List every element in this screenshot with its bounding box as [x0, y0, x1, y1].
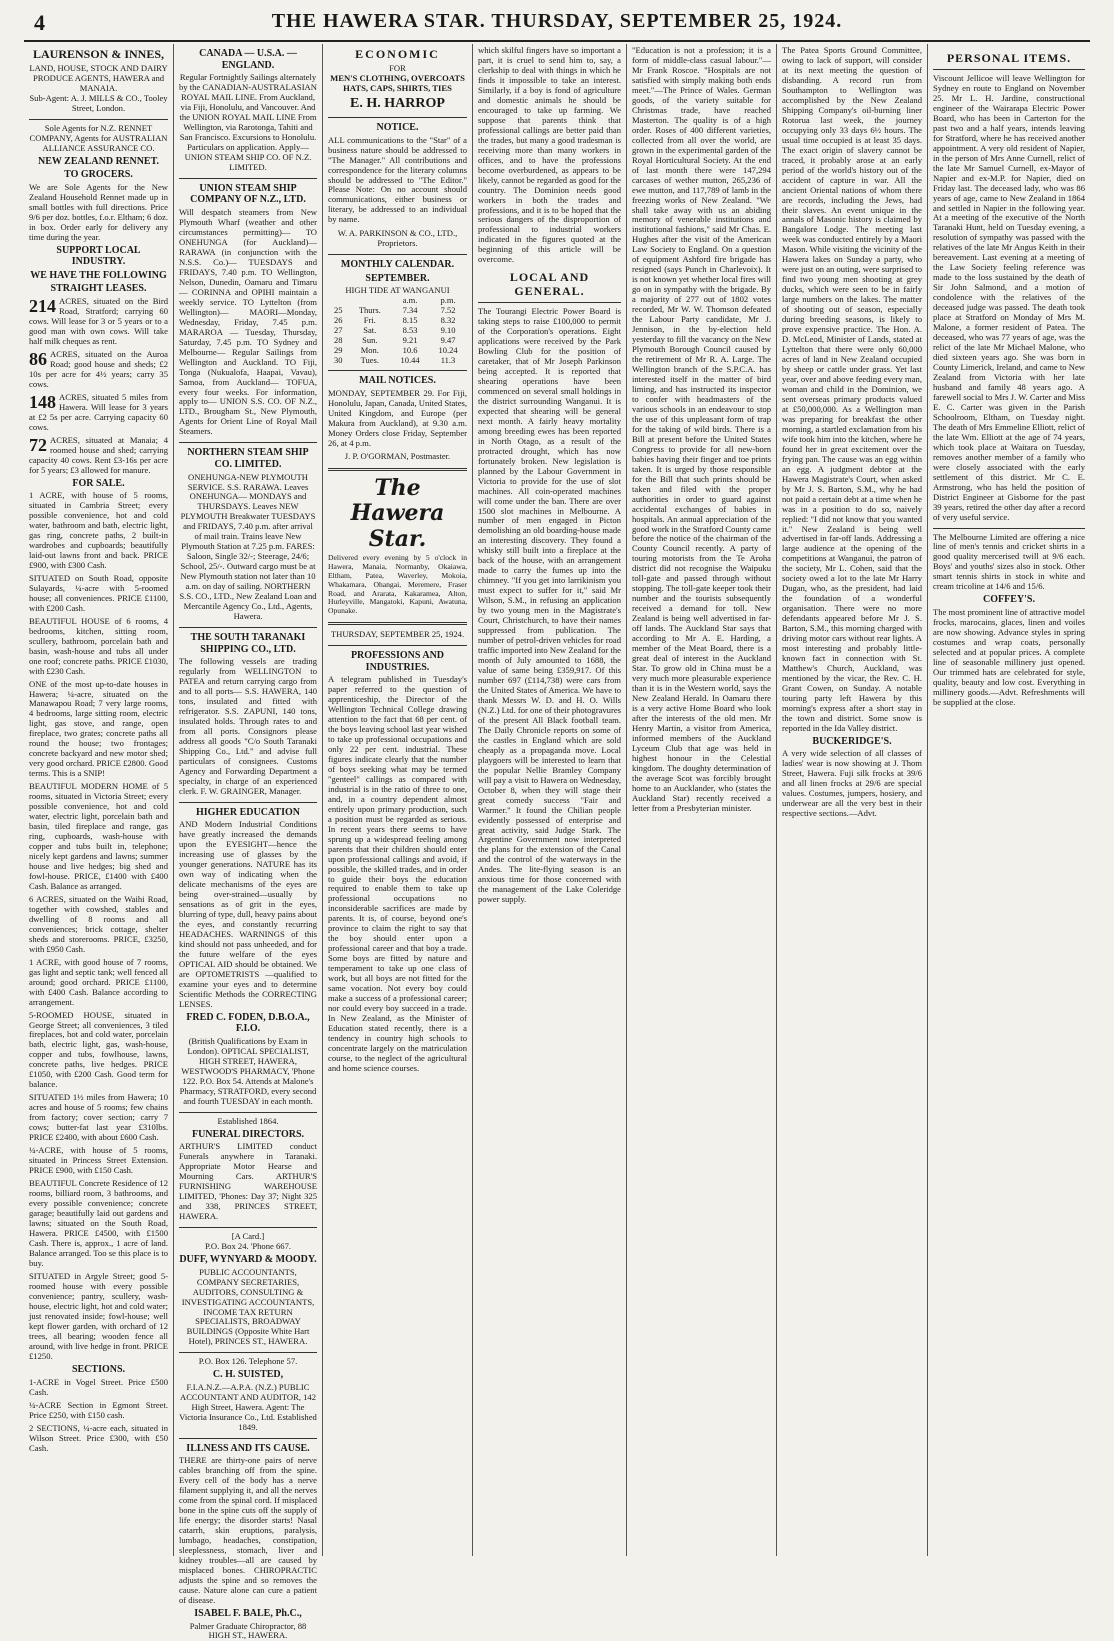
firm-name: LAURENSON & INNES,: [29, 48, 168, 62]
northern-steam-text: ONEHUNGA-NEW PLYMOUTH SERVICE. S.S. RARAWA. Leaves ONEHUNGA— MONDAYS and THURSDAYS. Leaves NEW PLYMOUTH Breakwater TUESDAYS and FRIDAYS, 7.40 p.m. after arrival of mail train. Trains leave New Plymouth Station at 7.25 p.m. FARES: Saloon, Single 32/-; Steerage, 24/6; School, 25/-. Outward cargo must be at New Plymouth station not later than 10 a.m. on day of sailing. NORTHERN S.S. CO., LTD., New Zealand Loan and Mercantile Agency Co., Ltd., Agents, Hawera.: [179, 473, 317, 623]
article-continuation: which skilful fingers have so important a part, it is cruel to send him to, say, a clerkship to deal with things in which he finds it impossible to take an interest. Similarly, if a boy is fond of agriculture and domestic animals he should be encouraged to take up farming. We suppose that parents think that professional callings are better paid than the trades, but many a good tradesman is receiving more than many workers in offices, and to have the professions become overburdened, as appears to be likely, cannot be regarded as good for the country. The Dominion needs good workers in both the trades and professions, and it is to be hoped that the serious dangers of the disproportion of professional to industrial workers indicated in the figures quoted at the beginning of this article will be overcome.: [478, 46, 621, 265]
suisted-text: F.I.A.N.Z.—A.P.A. (N.Z.) PUBLIC ACCOUNTANT AND AUDITOR, 142 High Street, Hawera. Agent: The Victoria Insurance Co., Ltd. Established 1849.: [179, 1383, 317, 1433]
suisted-heading: C. H. SUISTED,: [179, 1369, 317, 1381]
established: Established 1864.: [179, 1117, 317, 1127]
tide-cell: Sat.: [349, 326, 392, 336]
tide-cell: 8.15: [391, 316, 429, 326]
sale-listing: BEAUTIFUL Concrete Residence of 12 rooms, billiard room, 3 bathrooms, and every possible convenience; concrete garage; beautifully laid out gardens and lawns; situated on the South Road, Hawera. PRICE £4500, with £1500 Cash. There is, approx., 1 acre of land. Balance arranged. Too se this place is to buy.: [29, 1179, 168, 1269]
tide-cell: 10.6: [391, 346, 429, 356]
south-taranaki-heading: THE SOUTH TARANAKI SHIPPING CO., LTD.: [179, 632, 317, 655]
notice-text: ALL communications to the "Star" of a business nature should be addressed to "The Manager." All contributions and correspondence for the literary columns should be addressed to "The Editor." Please Note: On no account should communications, either business or literary, be addressed to an individual by name.: [328, 136, 467, 226]
tide-row: [328, 356, 467, 366]
lease-text: ACRES, situated at Manaia; 4 roomed house and shed; carrying capacity 40 cows. Rent £3-16s per acre for 5 years; £3 allowed for manure.: [29, 435, 168, 475]
lease-acres: 214: [29, 297, 56, 315]
union-steam-text: Will despatch steamers from New Plymouth Wharf (weather and other circumstances permitting)— TO ONEHUNGA (for Auckland)— RARAWA (in conjunction with the N.S.S. Co.)— TUESDAYS and FRIDAYS, 7.40 p.m. TO Wellington, Nelson, Dunedin, Oamaru and Timaru— CORINNA and OPIHI maintain a weekly service. TO Lyttelton (from Wellington)— MAORI—Monday, Wednesday, Friday, 7.45 p.m. MARAROA — Tuesday, Thursday, Saturday, 7.45 p.m. TO Sydney and Melbourne— Regular Sailings from Wellington and Auckland. TO Fiji, Tonga (Nukualofa, Haapai, Vavau), Samoa, from Auckland— TOFUA, every four weeks. For information, apply to— UNION S.S. CO. OF N.Z., LTD., Brougham St., New Plymouth, Agents for Orient Line of Royal Mail Steamers.: [179, 208, 317, 437]
tide-cell: 26: [328, 316, 349, 326]
tide-cell: 30: [328, 356, 349, 366]
leases-heading: STRAIGHT LEASES.: [29, 283, 168, 295]
tide-cell: 10.44: [391, 356, 429, 366]
sale-listing: SITUATED in Argyle Street; good 5-roomed house with every possible convenience; pantry, scullery, wash-house, electric light, hot and cold water; just renovated inside; fowl-house; well kept flower garden, with orchard of 12 trees, all bearing; wooden fence all around, with live hedge in front. PRICE £1250.: [29, 1272, 168, 1362]
tide-cell: 10.24: [429, 346, 467, 356]
lease-acres: 148: [29, 393, 56, 411]
section-listing: 2 SECTIONS, ¼-acre each, situated in Wilson Street. Price £300, with £50 Cash.: [29, 1424, 168, 1454]
news-items: The Patea Sports Ground Committee, owing to lack of support, will consider at its next meeting the question of disbanding. A record run from Southampton to Wellington was accomplished by the New Zealand Shipping Company's oil-burning liner Rotorua last week, the journey occupying only 33 days 6½ hours. The usual time occupied is at least 35 days. The exact origin of slavery cannot be traced, it probably arose at an early period of the world's history out of the accident of capture in war. All the ancient Oriental nations of whom there are records, including the Jews, had their slaves. An event unique in the annals of Masonic history is claimed by Bangalore Lodge. The meeting last week was conducted entirely by a Maori Mason. While visiting the vicinity of the Hawera lakes on Sunday a party, who were just on an outing, were surprised to find two young men shooting at grey ducks, which were seen to be in fairly large numbers on the lakes. The matter of shooting out of season, especially during breeding seasons, is likely to prove expensive practice. The Hon. A. D. McLeod, Minister of Lands, stated at Lyttelton that there were only 60,000 acres of land in New Zealand occupied by sheep or cattle under grass. Yet last year, over and above feeding every man, woman and child in the Dominion, we sent overseas primary products valued at £50,000,000. As a Wellington man was preparing for breakfast the other morning, a startled exclamation from his wife took him into the kitchen, where he found her in great excitement over the frying pan. The cause was an egg within an egg. A judgment debtor at the Hawera Magistrate's Court, when asked by Mr J. S. Barton, S.M., why he had not paid a certain debt at a time when he was in a position to do so, naively replied: "I did not know that you wanted it." New Zealand is being well advertised in far-off lands. Addressing a large audience at the opening of the competitions at Wanganui, the patron of the society, Mr L. Cohen, said that the society owed a lot to the late Mr Harry Dugan, who, as the president, had laid the foundation of a wonderful organisation. There were no more defendants appeared before Mr J. S. Barton, S.M., this morning charged with driving motor cars without rear lights. A most interesting and probably little-known fact in connection with St. Matthew's Church, Auckland, was mentioned by the vicar, the Rev. C. H. Grant Cowen, on Sunday. A notable touring party left Hawera by this morning's express after a short stay in the town and district. Some snow is reported in the Ida Valley district.: [782, 46, 922, 734]
personal-items-text: Viscount Jellicoe will leave Wellington for Sydney en route to England on November 25. Mr L. H. Jardine, constructional engineer of the Wairarapa Electric Power Board, who has been in Carterton for the past two and a half years, intends leaving for Stratford, where he has received another appointment. A very old resident of Napier, in the person of Mrs Anne Curnell, relict of the late Mr Samuel Curnell, ex-Mayor of Napier and ex-M.P. for Napier, died on Friday last. The deceased lady, who was 86 years of age, came to New Zealand in 1864 and settled in Napier in the following year. At a meeting of the executive of the North Taranaki Hunt, held on Tuesday evening, a resolution of sympathy was passed with the relatives of the late Mr Angus Keith in their bereavement. Last evening at a meeting of the Law Society feeling reference was made to the loss sustained by the death of Sir John Salmond, and a motion of condolence with the relatives of the deceased judge was passed. The death took place at Stratford on Monday of Mrs M. Malone, a former resident of Patea. The deceased, who was 77 years of age, was the relict of the late Mr Michael Malone, who died sixteen years ago. She was born in County Limerick, Ireland, and came to New Zealand from Victoria with her late husband and family 48 years ago. A farewell social to Mrs J. W. Carter and Miss E. C. Carter was given in the Parish Schoolroom, Eltham, on Tuesday night. The death of Mrs Emmeline Elliott, relict of the late Wm. Elliott at the age of 74 years, which took place at Waitara on Tuesday, removes another member of a family who were closely associated with the early settlement of this district. Mr C. E. Armstrong, who has held the position of District Engineer at Gisborne for the past 39 years, retired the other day after a record of very useful service.: [933, 74, 1085, 523]
melbourne-ad: The Melbourne Limited are offering a nice line of men's tennis and cricket shirts in a good quality mercerised twill at 9/6 each. Boys' and youths' sizes also in stock. Other smart tennis shirts in stock in white and cream tricoline at 14/6 and 15/6.: [933, 533, 1085, 593]
mail-text: MONDAY, SEPTEMBER 29. For Fiji, Honolulu, Japan, Canada, United States, United Kingdom, and Europe (per Makura from Auckland), at 9.30 a.m. Money Orders close Friday, September 26, at 4 p.m.: [328, 389, 467, 449]
illness-heading: ILLNESS AND ITS CAUSE.: [179, 1443, 317, 1455]
tide-cell: Sun.: [349, 336, 392, 346]
tide-cell: 7.34: [391, 306, 429, 316]
tide-col-header: a.m.: [391, 296, 429, 306]
column-6: [777, 44, 928, 1556]
sections-heading: SECTIONS.: [29, 1364, 168, 1376]
tide-cell: 8.53: [391, 326, 429, 336]
higher-education-heading: HIGHER EDUCATION: [179, 807, 317, 819]
columns: [24, 44, 1090, 1556]
tide-cell: 9.21: [391, 336, 429, 346]
sale-listing: 6 ACRES, situated on the Waihi Road, together with cowshed, stables and dwelling of 8 rooms and all conveniences; brick cottage, shelter sheds and storerooms. PRICE, £3250, with £950 Cash.: [29, 895, 168, 955]
article-text: A telegram published in Tuesday's paper referred to the question of apprenticeship, the Director of the Wellington Technical College drawing attention to the fact that 68 per cent. of the boys leaving school last year wished to take up professional occupations and only 22 per cent. industrial. These figures indicate clearly that the number of boys seeking what may be termed "genteel" callings as compared with industrial is in the ratio of three to one, and, in a country dependent almost entirely upon primary production, such a position must be regarded as serious. In recent years there seems to have sprung up a widespread feeling among parents that their children should enter upon professional callings and avoid, if possible, the skilled trades, and in order to guide their boys the education required to enable them to take up professional occupations no inconsiderable sacrifices are made by parents. It is, of course, beyond one's province to claim the right to say that the boy should enter upon a professional career and that boy a trade. Some boys are fitted by nature and temperament to take up one class of work, but all boys are not fitted for the same vocation. Not every boy could make a success of a professional career; nor could every boy succeed in a trade. In New Zealand, as the Minister of Education stated recently, there is a tendency in country high schools to concentrate largely on the matriculation course, to the neglect of the agricultural and home science courses.: [328, 675, 467, 1074]
funeral-heading: FUNERAL DIRECTORS.: [179, 1129, 317, 1141]
postmaster: J. P. O'GORMAN, Postmaster.: [328, 452, 467, 462]
tide-cell: 8.32: [429, 316, 467, 326]
tide-cell: Mon.: [349, 346, 392, 356]
tide-cell: 9.47: [429, 336, 467, 346]
mail-heading: MAIL NOTICES.: [328, 375, 467, 387]
lease-acres: 72: [29, 436, 47, 454]
personal-items-heading: PERSONAL ITEMS.: [933, 52, 1085, 70]
calendar-heading: MONTHLY CALENDAR.: [328, 259, 467, 271]
section-listing: ¼-ACRE Section in Egmont Street. Price £250, with £150 cash.: [29, 1401, 168, 1421]
south-taranaki-text: The following vessels are trading regularly from WELLINGTON to PATEA and return carrying cargo from and to all ports— S.S. HAWERA, 140 tons, insulated and fitted with refrigerator. S.S. ZAPUNI, 140 tons, insulated holds. Through rates to and from all ports. Consignors please address all goods "C/o South Taranaki Shipping Co., Ltd." and advise full particulars of consignees. Customs Agency and Forwarding Department a specialty, in charge of an experienced clerk. F. W. GRAINGER, Manager.: [179, 657, 317, 797]
grocers-heading: TO GROCERS.: [29, 169, 168, 181]
suisted-contact: P.O. Box 126. Telephone 57.: [179, 1357, 317, 1367]
foden-heading: FRED C. FODEN, D.B.O.A., F.I.O.: [179, 1012, 317, 1035]
tide-cell: Tues.: [349, 356, 392, 366]
article-heading: PROFESSIONS AND INDUSTRIES.: [328, 650, 467, 673]
union-steam-heading: UNION STEAM SHIP COMPANY OF N.Z., LTD.: [179, 183, 317, 206]
column-5: [627, 44, 777, 1556]
tide-cell: 27: [328, 326, 349, 336]
foden-text: (British Qualifications by Exam in London). OPTICAL SPECIALIST, HIGH STREET, HAWERA, WESTWOOD'S PHARMACY, 'Phone 122. P.O. Box 54. Attends at Malone's Pharmacy, STRATFORD, every second and fourth TUESDAY in each month.: [179, 1037, 317, 1107]
sale-listing: BEAUTIFUL MODERN HOME of 5 rooms, situated in Victoria Street; every possible convenience, hot and cold water, electric light, porcelain bath and basin, tiled fireplace and range, gas ring, cupboards, wash-house with copper and tubs built in, telephone; nicely kept gardens and lawns; summer house and live hedges; big shed and fowl-house. PRICE, £1400 with £400 Cash. Balance as arranged.: [29, 782, 168, 892]
coffeys-text: The most prominent line of attractive model frocks, marocains, glaces, linen and voiles are now showing. Advance styles in spring costumes and wrap coats, personally selected and at popular prices. A complete line of seasonable millinery just opened. Our trimmed hats are celebrated for style, quality, beauty and low cost. Everything in millinery goods.—Advt. Refreshments will be supplied at the close.: [933, 608, 1085, 708]
tide-col-header: p.m.: [429, 296, 467, 306]
lease-acres: 86: [29, 350, 47, 368]
sale-listing: BEAUTIFUL HOUSE of 6 rooms, 4 bedrooms, kitchen, sitting room, scullery, bathroom, porcelain bath and basin, wash-house and tubs all under one roof; concrete paths. PRICE £1030, with £230 Cash.: [29, 617, 168, 677]
sole-agents: Sole Agents for N.Z. RENNET COMPANY, Agents for AUSTRALIAN ALLIANCE ASSURANCE CO.: [29, 124, 168, 154]
support-heading: SUPPORT LOCAL INDUSTRY.: [29, 245, 168, 268]
newspaper-title: THE HAWERA STAR. THURSDAY, SEPTEMBER 25, 1924.: [24, 10, 1090, 33]
lease-text: ACRES, situated on the Auroa Road; good house and sheds; £2 10s per acre for 4½ years; carry 35 cows.: [29, 349, 168, 389]
harrop-name: E. H. HARROP: [328, 96, 467, 112]
sale-listing: 5-ROOMED HOUSE, situated in George Street; all conveniences, 3 tiled fireplaces, hot and cold water, porcelain bath, electric light, gas, wash-house, copper and tubs, fowlhouse, lawns, concrete paths, live hedges. PRICE £1050, with £200 Cash. Good term for balance.: [29, 1011, 168, 1091]
firm-description: LAND, HOUSE, STOCK AND DAIRY PRODUCE AGENTS, HAWERA and MANAIA.: [29, 64, 168, 94]
news-items: "Education is not a profession; it is a form of middle-class casual labour."—Mr Frank Roscoe. "Hospitals are not satisfied with simply making both ends meet."—The Prince of Wales. German goods, of the variety suitable for Christmas trade, have reached Masterton. The quality is of a high order. Roses of 400 different varieties, collected from all over the world, are grown in the experimental garden of the Royal Horticultural Society. At the end of last month there were 147,294 carcases of wether mutton, 265,236 of ewe mutton, and 117,789 of lamb in the freezing works of New Zealand. "We shall take away with us an abiding memory of venerable institutions and institutional fashions," said Mr Chas. E. Hughes after the visit of the American Law Society to England. On a question of equipment Ashford fire brigade has resigned (says Punch in Charlevoix). It is not known yet whether local fires will go on in sympathy with the brigade. By a majority of 277 out of 1802 votes recorded, Mr W. W. Thomson defeated the Labour Party candidate, Mr J. Jennison, in the by-election held yesterday to fill the vacancy on the New Plymouth Borough Council caused by the retirement of Mr R. A. Large. The Wellington branch of the S.P.C.A. has interested itself in the matter of bird liming, and has instructed its inspector to confer with headmasters of the various schools in an endeavour to stop the use of this unpleasant form of trap for the taking of wild birds. There is a Bill at present before the United States Congress to provide for all new-born babies having their finger and toe prints taken. It is urged by those responsible for the Bill that such prints should be taken and filed with the proper authorities in order to guard against accidental exchanges of babies in hospitals. An annual appreciation of the good work in the Stratford County came before the notice of the chairman of the County Council recently. A party of touring motorists from the Te Aroha district did not recognise the Waipuku toll-gate and passed through without stopping. The toll-gate keeper took their number and the tourists subsequently received a demand for toll. New Zealand is being well advertised in far-off lands. The Auckland Star says that according to Mr A. E. Harding, a member of the Meat Board, there is a great deal of interest in the Auckland Star. To grow old in China must be a very much more pleasurable experience than it is in the Western world, says the New Zealand Herald. In Oamaru there is a very active Home Board who look after the interests of the old men. Mr Henry Martin, a visitor from America, informed members of the Auckland Lyceum Club that age was held in highest honour in the Celestial kingdom. The doughty determination of the average Scot was forcibly brought home to an Aucklander, who (states the Auckland Star) recently received a letter from a Presbyterian minister.: [632, 46, 771, 814]
proprietors: W. A. PARKINSON & CO., LTD., Proprietors.: [328, 229, 467, 249]
dateline: THURSDAY, SEPTEMBER 25, 1924.: [328, 630, 467, 640]
rennet-heading: NEW ZEALAND RENNET.: [29, 156, 168, 168]
sale-listing: 1 ACRE, with good house of 7 rooms, gas light and septic tank; well fenced all around; good orchard. PRICE £1100, with £400 Cash. Balance according to arrangement.: [29, 958, 168, 1008]
tide-cell: Fri.: [349, 316, 392, 326]
star-title: The Hawera Star.: [328, 476, 467, 553]
buckeridge-heading: BUCKERIDGE'S.: [782, 736, 922, 748]
economic-heading: ECONOMIC: [328, 48, 467, 62]
card-label: [A Card.]: [179, 1232, 317, 1242]
bale-heading: ISABEL F. BALE, Ph.C.,: [179, 1608, 317, 1620]
lease-listing: [29, 393, 168, 433]
illness-text: THERE are thirty-one pairs of nerve cables branching off from the spine. Every cell of the body has a nerve filament supplying it, and all the nerves come from the spinal cord. If misplaced bone in the spine cuts off the supply of life energy; the disorder starts! Nasal catarrh, skin eruptions, paralysis, lumbago, headaches, constipation, sleeplessness, stomach, liver and kidney troubles—all are caused by misplaced bones. CHIROPRACTIC adjusts the spine and so removes the cause. Nature alone can cure a patient of disease.: [179, 1456, 317, 1606]
sale-listing: 1 ACRE, with house of 5 rooms, situated in Cambria Street; every possible convenience, hot and cold water, bathroom and bath, electric light, gas ring, concrete paths, 2 built-in wardrobes and cupboards; beautifully laid-out lawns front and back. PRICE £900, with £300 Cash.: [29, 491, 168, 571]
tide-cell: 28: [328, 336, 349, 346]
lease-text: ACRES, situated 5 miles from Hawera. Will lease for 3 years at £2 5s per acre. Carrying capacity 60 cows.: [29, 392, 168, 432]
sale-listing: SITUATED on South Road, opposite Sulayards, ¼-acre with 5-roomed house; all conveniences. PRICE £1100, with £200 Cash.: [29, 574, 168, 614]
notice-heading: NOTICE.: [328, 122, 467, 134]
section-listings: [29, 1378, 168, 1454]
dwm-text: PUBLIC ACCOUNTANTS, COMPANY SECRETARIES, AUDITORS, CONSULTING & INVESTIGATING ACCOUNTANTS, INCOME TAX RETURN SPECIALISTS, BROADWAY BUILDINGS (Opposite White Hart Hotel), PRINCES ST., HAWERA.: [179, 1268, 317, 1348]
tide-cell: 9.10: [429, 326, 467, 336]
following-heading: WE HAVE THE FOLLOWING: [29, 270, 168, 282]
lease-listing: [29, 436, 168, 476]
section-listing: 1-ACRE in Vogel Street. Price £500 Cash.: [29, 1378, 168, 1398]
higher-education-text: AND Modern Industrial Conditions have greatly increased the demands upon the EYESIGHT—hence the increasing use of glasses by the younger generations. NATURE has its own way of indicating when the delicate mechanisms of the eyes are being over-strained—usually by sensations as of grit in the eyes, blurring of type, dull, heavy pains about the eyes, and constantly recurring HEADACHES. WARNINGS of this kind should not pass unheeded, and for the future welfare of the eyes OPTICAL AID should be obtained. We are OPTOMETRISTS —qualified to examine your eyes and to determine Scientific Methods the CORRECTING LENSES.: [179, 820, 317, 1009]
tide-cell: Thurs.: [349, 306, 392, 316]
funeral-text: ARTHUR'S LIMITED conduct Funerals anywhere in Taranaki. Appropriate Motor Hearse and Mourning Cars. ARTHUR'S FURNISHING WAREHOUSE LIMITED, 'Phones: Day 37; Night 325 and 338, PRINCES STREET, HAWERA.: [179, 1142, 317, 1222]
for-sale-heading: FOR SALE.: [29, 478, 168, 490]
canada-text: Regular Fortnightly Sailings alternately by the CANADIAN-AUSTRALASIAN ROYAL MAIL LINE. From Auckland, via Fiji, Honolulu, and Vancouver. And the UNION ROYAL MAIL LINE From Wellington, via Rarotonga, Tahiti and San Francisco. Excursions to Honolulu. Particulars on application. Apply— UNION STEAM SHIP CO. OF N.Z. LIMITED.: [179, 73, 317, 173]
sale-listing: ONE of the most up-to-date houses in Hawera; ¼-acre, situated on the Manawapou Road; 7 very large rooms, 4 bedrooms, large sitting room, electric light, gas stove, and range, open fireplace, two grates; concrete paths all round the house; two frontages; concrete backyard and new motor shed; very good orchard. PRICE £2800. Good terms. This is a SNIP!: [29, 680, 168, 780]
column-2: [174, 44, 323, 1556]
september-heading: SEPTEMBER.: [328, 273, 467, 285]
lease-text: ACRES, situated on the Bird Road, Stratford; carrying 60 cows. Will lease for 3 or 5 years or to a good man with own cows. Will take half milk cheques as rent.: [29, 296, 168, 346]
lease-listing: [29, 297, 168, 347]
northern-steam-heading: NORTHERN STEAM SHIP CO. LIMITED.: [179, 447, 317, 470]
dwm-contact: P.O. Box 24. 'Phone 667.: [179, 1242, 317, 1252]
buckeridge-text: A very wide selection of all classes of ladies' wear is now showing at J. Thom Street, Hawera. Fuji silk frocks at 39/6 and all linen frocks at 29/6 are special values. Costumes, jumpers, hosiery, and underwear are all the very best in their respective sections.—Advt.: [782, 749, 922, 819]
local-general-heading: LOCAL AND GENERAL.: [478, 271, 621, 303]
lease-listing: [29, 350, 168, 390]
sub-agent: Sub-Agent: A. J. MILLS & CO., Tooley Street, London.: [29, 94, 168, 114]
economic-for: FOR: [328, 64, 467, 74]
sale-listings: [29, 491, 168, 1361]
column-7: [928, 44, 1090, 1556]
tide-cell: 11.3: [429, 356, 467, 366]
bale-text: Palmer Graduate Chiropractor, 88 HIGH ST., HAWERA.: [179, 1622, 317, 1641]
tide-table: [328, 296, 467, 365]
tide-cell: 29: [328, 346, 349, 356]
delivery-text: Delivered every evening by 5 o'clock in Hawera, Manaia, Normanby, Okaiawa, Eltham, Patea, Waverley, Mokoia, Whakamara, Ohangai, Meremere, Fraser Road, and Ararata, Kakaramea, Alton, Hurleyville, Mangatoki, Kapuni, Awatuna, Opunake.: [328, 554, 467, 616]
page-number: 4: [34, 10, 45, 36]
tide-cell: 25: [328, 306, 349, 316]
local-general-text: The Tourangi Electric Power Board is taking steps to raise £100,000 to permit of the Corporation's operations. Eight applications were received by the Park Bowling Club for the position of caretaker, that of Mr Joseph Parkinson being accepted. It is reported that shearing operations have been commenced on several small holdings in the district surrounding Wanganui. It is expected that shearing will be general next month. A fairly heavy mortality among breeding ewes has been reported in North Otago, as a result of the protracted drought, which has now fortunately broken. New legislation is planned by the Labour Government in Victoria to provide for the use of slot machines. All coin-operated machines will come under the ban. There are over 1500 slot machines in Melbourne. A number of men engaged in Picton demolishing an old boarding-house made an interesting discovery. They found a whisky still built into a fireplace at the back of the house, with an arrangement made to carry the fumes up into the chimney. "If you get into larrikinism you must expect to suffer for it," said Mr Wilson, S.M., in refusing an application by two young men in the Magistrate's Court, Christchurch, to have their names suppressed from publication. The number of petrol-driven vehicles for road traffic imported into New Zealand for the month of July amounted to 1688, the value of same being £359,917. Of this number 697 (£114,738) were cars from the United States of America. We have to thank Messrs W. D. and H. O. Wills (N.Z.) Ltd. for one of their photogravures of the present All Black football team. The Daily Chronicle reports on some of the castles in England which are sold cheaply as a propaganda move. Local playgoers will be interested to learn that the popular Nellie Bramley Company will pay a visit to Hawera on Wednesday, October 8, when they will stage their great comedy success "Fair and Warmer." It found the Chilian people evidently possessed of enterprise and great activity, said Judge Stark. The Argentine Government now interpreted the plans for the extension of the Canal and the control of the waterways in the Andes. The lite-flying season is an anxious time for those concerned with the management of the Lake Coleridge power supply.: [478, 307, 621, 905]
dwm-heading: DUFF, WYNYARD & MOODY.: [179, 1254, 317, 1266]
rennet-text: We are Sole Agents for the New Zealand Household Rennet made up in small bottles with full directions. Price 9/6 per doz. bottles, f.o.r. Eltham; 6 doz. in box. Order early for delivery any time during the year.: [29, 183, 168, 243]
masthead: [24, 6, 1090, 42]
column-4: [473, 44, 627, 1556]
column-1: [24, 44, 174, 1556]
column-3: [323, 44, 473, 1556]
sale-listing: SITUATED 1½ miles from Hawera; 10 acres and house of 5 rooms; few chains from factory; cover section; carry 7 cows; butter-fat last year £310lbs. PRICE £2400, with about £600 Cash.: [29, 1093, 168, 1143]
canada-heading: CANADA — U.S.A. — ENGLAND.: [179, 48, 317, 71]
tide-heading: HIGH TIDE AT WANGANUI: [328, 286, 467, 296]
coffeys-heading: COFFEY'S.: [933, 594, 1085, 606]
economic-text: MEN'S CLOTHING, OVERCOATS HATS, CAPS, SHIRTS, TIES: [328, 74, 467, 94]
tide-cell: 7.52: [429, 306, 467, 316]
sale-listing: ¼-ACRE, with house of 5 rooms, situated in Princess Street Extension. PRICE £900, with £150 Cash.: [29, 1146, 168, 1176]
